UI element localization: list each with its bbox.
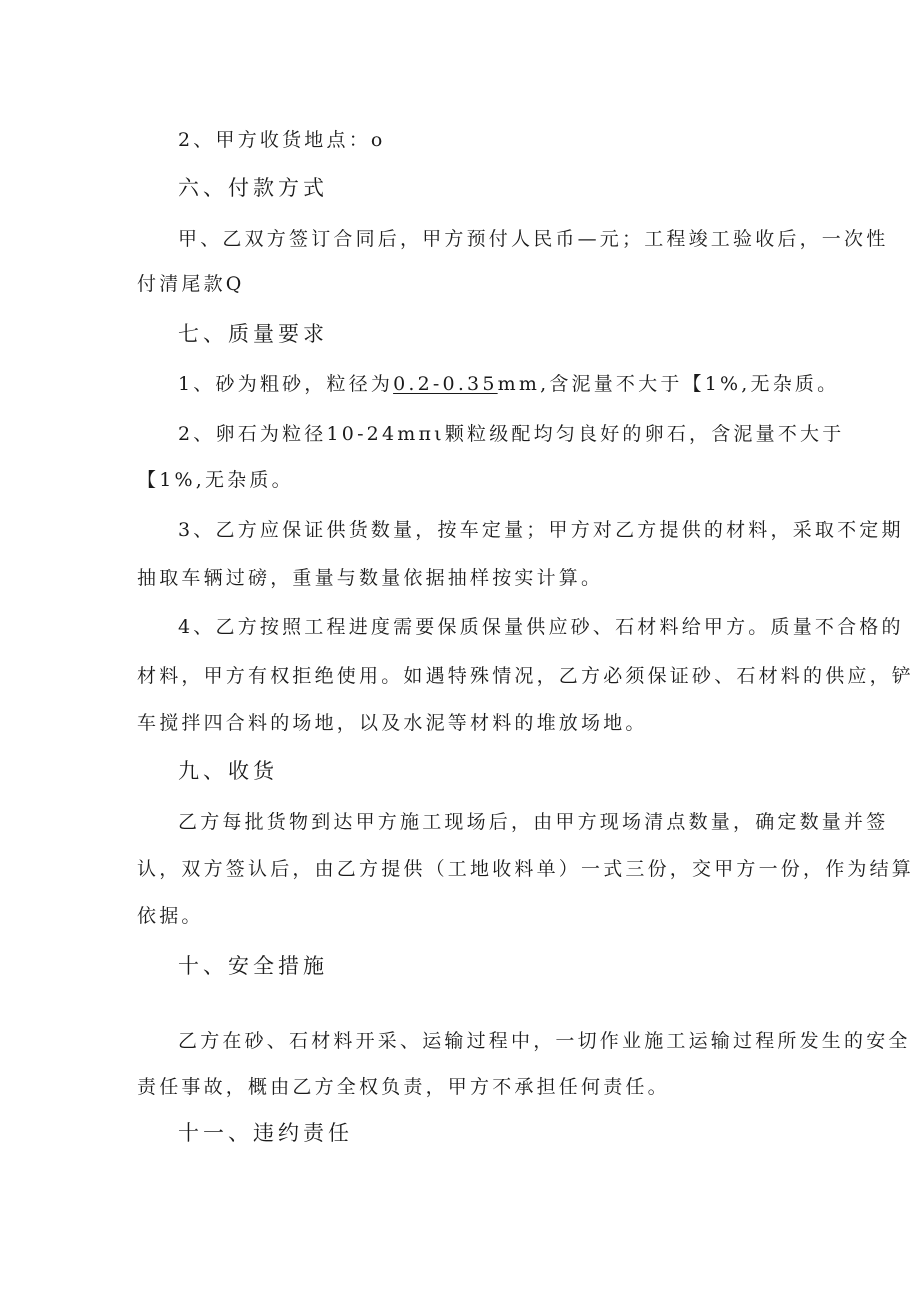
quality-item-gravel-line-1: 2、卵石为粒径10-24mπι颗粒级配均匀良好的卵石，含泥量不大于 [178,423,845,445]
safety-paragraph-line-1: 乙方在砂、石材料开采、运输过程中，一切作业施工运输过程所发生的安全 [178,1030,911,1052]
sand-text-end: mm,含泥量不大于【1%,无杂质。 [497,373,840,395]
quality-item-quantity-line-1: 3、乙方应保证供货数量，按车定量；甲方对乙方提供的材料，采取不定期 [178,519,904,541]
quality-item-quantity-line-2: 抽取车辆过磅，重量与数量依据抽样按实计算。 [137,567,604,589]
section-heading-payment: 六、付款方式 [178,176,328,200]
safety-paragraph-line-2: 责任事故，概由乙方全权负责，甲方不承担任何责任。 [137,1076,670,1098]
section-heading-breach: 十一、违约责任 [178,1121,353,1145]
section-heading-safety: 十、安全措施 [178,954,328,978]
sand-text-start: 1、砂为粗砂，粒径为 [178,373,394,395]
quality-item-supply-line-2: 材料，甲方有权拒绝使用。如遇特殊情况，乙方必须保证砂、石材料的供应，铲 [137,665,915,687]
delivery-location-clause: 2、甲方收货地点：o [178,129,386,151]
quality-item-sand [178,372,839,396]
sand-grain-size-value: 0.2-0.35 [393,373,498,395]
receipt-paragraph-line-2: 认，双方签认后，由乙方提供（工地收料单）一式三份，交甲方一份，作为结算 [137,858,915,880]
section-heading-receipt: 九、收货 [178,759,278,783]
receipt-paragraph-line-3: 依据。 [137,905,204,927]
receipt-paragraph-line-1: 乙方每批货物到达甲方施工现场后，由甲方现场清点数量，确定数量并签 [178,811,889,833]
payment-paragraph-line-1: 甲、乙双方签订合同后，甲方预付人民币—元；工程竣工验收后，一次性 [178,228,889,250]
payment-paragraph-line-2: 付清尾款Q [137,273,245,295]
quality-item-gravel-line-2: 【1%,无杂质。 [137,469,294,491]
section-heading-quality: 七、质量要求 [178,322,328,346]
quality-item-supply-line-3: 车搅拌四合料的场地，以及水泥等材料的堆放场地。 [137,712,648,734]
quality-item-supply-line-1: 4、乙方按照工程进度需要保质保量供应砂、石材料给甲方。质量不合格的 [178,616,904,638]
